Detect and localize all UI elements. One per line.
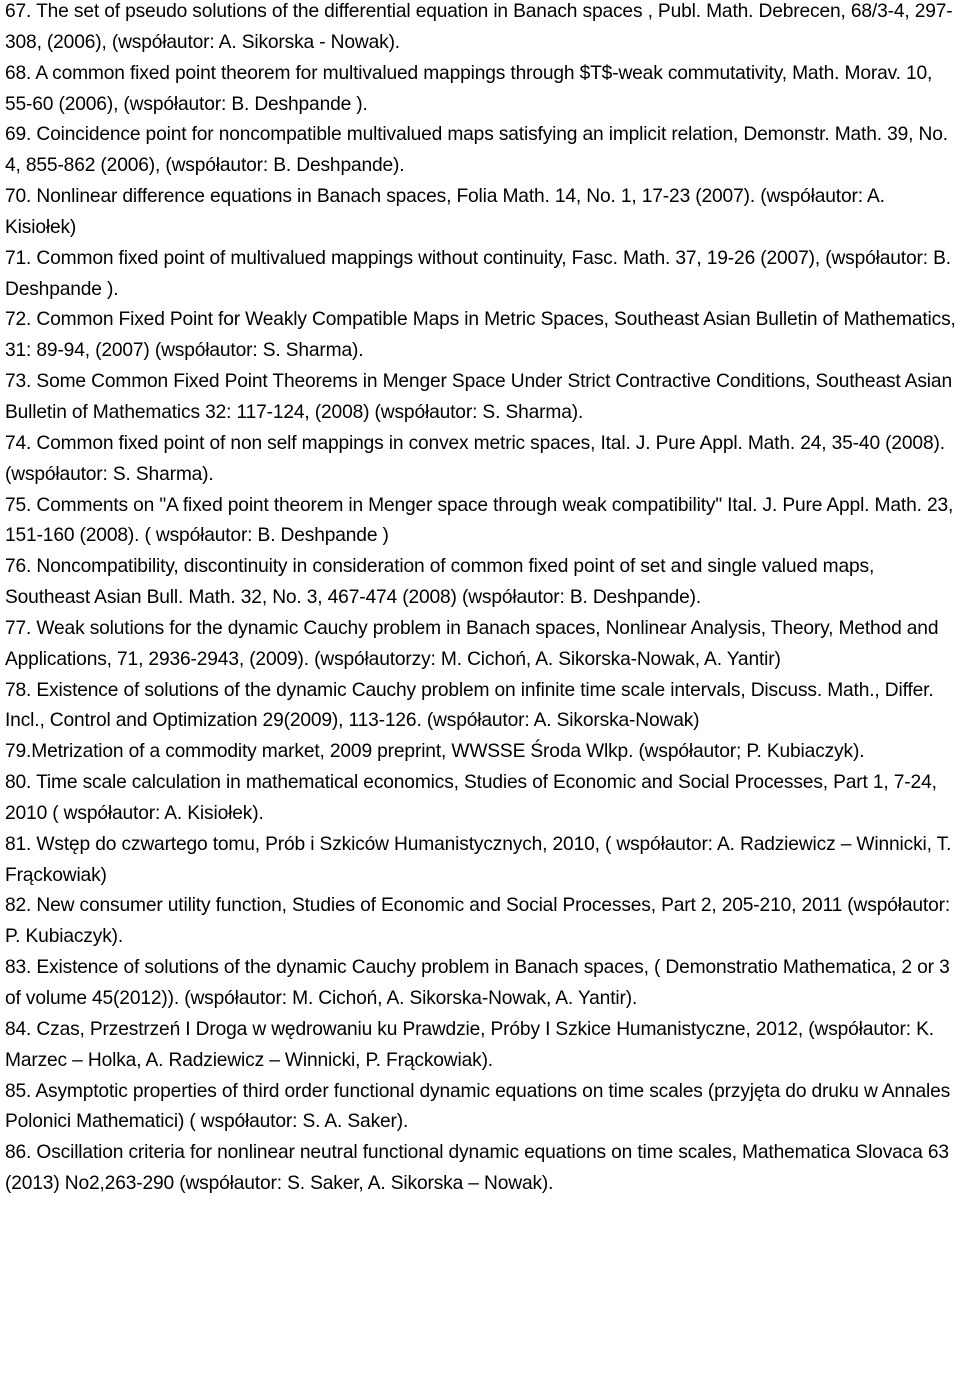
publication-item-79 [5,737,960,768]
item-text: The set of pseudo solutions of the differential equation in Banach spaces , Publ. Math. Debrecen, 68/3-4, 297-308, (2006), (współautor: A. Sikorska - Nowak). [5,1,953,53]
publication-item-67 [5,0,960,59]
item-number: 78. [5,679,32,701]
publication-item-74 [5,429,960,491]
item-number: 84. [5,1018,32,1040]
publication-item-72 [5,305,960,367]
publication-item-76 [5,552,960,614]
publication-item-70 [5,182,960,244]
item-number: 71. [5,247,32,269]
item-text: Comments on "A fixed point theorem in Menger space through weak compatibility" Ital. J. Pure Appl. Math. 23, 151-160 (2008). ( współautor: B. Deshpande ) [5,494,954,547]
item-number: 77. [5,617,32,639]
publication-item-83 [5,953,960,1015]
item-number: 86. [5,1142,32,1164]
item-text: Existence of solutions of the dynamic Cauchy problem in Banach spaces, ( Demonstratio Mathematica, 2 or 3 of volume 45(2012)). (współautor: M. Cichoń, A. Sikorska-Nowak, A. Yantir). [5,957,950,1009]
item-text: Wstęp do czwartego tomu, Prób i Szkiców Humanistycznych, 2010, ( współautor: A. Radziewicz – Winnicki, T. Frąckowiak) [5,833,952,886]
item-number: 74. [5,432,32,454]
item-number: 70. [5,186,32,208]
publication-item-81 [5,830,960,892]
item-text: A common fixed point theorem for multivalued mappings through $T$-weak commutativity, Math. Morav. 10, 55-60 (2006), (współautor: B. Deshpande ). [5,62,933,115]
item-text: Oscillation criteria for nonlinear neutral functional dynamic equations on time scales, Mathematica Slovaca 63 (2013) No2,263-290 (współautor: S. Saker, A. Sikorska – Nowak). [5,1142,949,1195]
item-number: 80. [5,772,32,794]
publication-item-68 [5,59,960,121]
item-number: 75. [5,494,32,516]
item-text: Asymptotic properties of third order functional dynamic equations on time scales (przyjęta do druku w Annales Polonici Mathematici) ( współautor: S. A. Saker). [5,1080,951,1133]
publication-item-73 [5,367,960,429]
item-text: New consumer utility function, Studies of Economic and Social Processes, Part 2, 205-210, 2011 (współautor: P. Kubiaczyk). [5,895,951,948]
item-number: 67. [5,1,32,22]
item-number: 73. [5,371,32,393]
item-text: Common fixed point of non self mappings in convex metric spaces, Ital. J. Pure Appl. Math. 24, 35-40 (2008). (współautor: S. Sharma). [5,432,945,485]
item-number: 72. [5,309,32,331]
publication-item-84 [5,1015,960,1077]
item-text: Nonlinear difference equations in Banach spaces, Folia Math. 14, No. 1, 17-23 (2007). (współautor: A. Kisiołek) [5,186,885,238]
publication-item-75 [5,491,960,553]
item-number: 79. [5,741,32,763]
item-text: Noncompatibility, discontinuity in consideration of common fixed point of set and single valued maps, Southeast Asian Bull. Math. 32, No. 3, 467-474 (2008) (współautor: B. Deshpande). [5,556,875,609]
item-text: Coincidence point for noncompatible multivalued maps satisfying an implicit relation, Demonstr. Math. 39, No. 4, 855-862 (2006), (współautor: B. Deshpande). [5,124,948,177]
item-number: 69. [5,124,32,146]
item-text: Metrization of a commodity market, 2009 preprint, WWSSE Środa Wlkp. (współautor; P. Kubiaczyk). [31,741,865,763]
item-text: Existence of solutions of the dynamic Cauchy problem on infinite time scale intervals, Discuss. Math., Differ. Incl., Control and Optimization 29(2009), 113-126. (współautor: A. Sikorska-Nowak) [5,679,934,732]
item-text: Weak solutions for the dynamic Cauchy problem in Banach spaces, Nonlinear Analysis, Theory, Method and Applications, 71, 2936-2943, (2009). (współautorzy: M. Cichoń, A. Sikorska-Nowak, A. Yantir) [5,617,939,670]
item-number: 82. [5,895,32,917]
publication-list [5,0,960,1200]
item-number: 81. [5,833,32,855]
publication-item-78 [5,676,960,738]
publication-item-85 [5,1077,960,1139]
publication-item-86 [5,1138,960,1200]
item-text: Time scale calculation in mathematical economics, Studies of Economic and Social Processes, Part 1, 7-24, 2010 ( współautor: A. Kisiołek). [5,772,937,824]
publication-item-82 [5,891,960,953]
publication-item-80 [5,768,960,830]
item-number: 83. [5,957,32,979]
item-text: Common Fixed Point for Weakly Compatible Maps in Metric Spaces, Southeast Asian Bulletin of Mathematics, 31: 89-94, (2007) (współautor: S. Sharma). [5,309,956,362]
item-number: 68. [5,62,32,84]
publication-item-77 [5,614,960,676]
item-text: Common fixed point of multivalued mappings without continuity, Fasc. Math. 37, 19-26 (2007), (współautor: B. Deshpande ). [5,247,951,300]
item-number: 76. [5,556,32,578]
item-text: Some Common Fixed Point Theorems in Menger Space Under Strict Contractive Conditions, Southeast Asian Bulletin of Mathematics 32: 117-124, (2008) (współautor: S. Sharma). [5,371,952,423]
publication-item-71 [5,244,960,306]
item-text: Czas, Przestrzeń I Droga w wędrowaniu ku Prawdzie, Próby I Szkice Humanistyczne, 2012, (współautor: K. Marzec – Holka, A. Radziewicz – Winnicki, P. Frąckowiak). [5,1018,934,1071]
item-number: 85. [5,1080,32,1102]
publication-item-69 [5,120,960,182]
